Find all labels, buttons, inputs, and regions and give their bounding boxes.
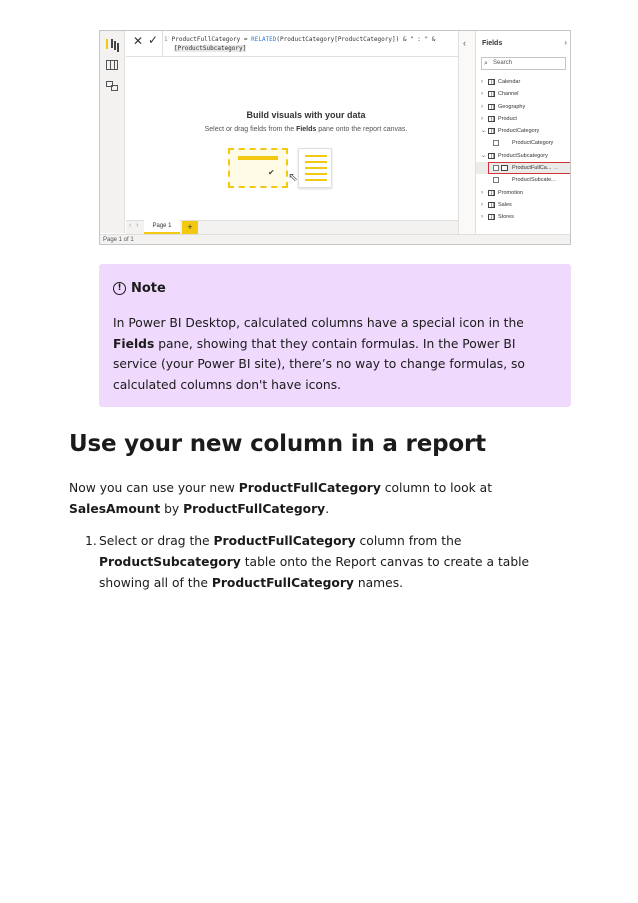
chevron-right-icon: › <box>481 214 483 221</box>
column-item-productsubcategory[interactable]: ProductSubcate... <box>476 174 571 186</box>
table-item-product[interactable]: › Product <box>476 113 571 125</box>
field-checkbox <box>493 177 499 183</box>
chevron-right-icon: › <box>481 103 483 110</box>
table-icon <box>488 104 495 110</box>
table-icon <box>488 153 495 159</box>
intro-paragraph: Now you can use your new ProductFullCategory column to look at SalesAmount by ProductFullCategory. <box>69 481 493 516</box>
chevron-left-icon[interactable]: ‹ <box>463 38 466 48</box>
fields-search-input[interactable]: ⌕ Search <box>481 57 566 70</box>
powerbi-screenshot <box>99 30 571 245</box>
search-icon: ⌕ <box>484 60 488 67</box>
add-page-button[interactable]: + <box>182 221 198 234</box>
next-page-icon[interactable]: › <box>136 222 139 229</box>
section-heading: Use your new column in a report <box>69 431 486 457</box>
formula-function: RELATED <box>251 36 277 43</box>
field-checkbox <box>493 140 499 146</box>
page-tabs-bar <box>126 220 458 234</box>
formula-text-line2: [ProductSubcategory] <box>174 45 247 52</box>
more-options-icon: ... <box>554 165 559 172</box>
table-item-promotion[interactable]: › Promotion <box>476 187 571 199</box>
table-item-sales[interactable]: › Sales <box>476 199 571 211</box>
formula-editor[interactable] <box>164 35 444 53</box>
table-item-stores[interactable]: › Stores <box>476 211 571 223</box>
chevron-right-icon: › <box>481 189 483 196</box>
fields-pane <box>475 31 571 234</box>
column-item-productfullcategory[interactable]: ProductFullCa... ... <box>476 162 571 174</box>
table-icon <box>488 116 495 122</box>
chevron-down-icon: ⌄ <box>481 152 487 159</box>
field-list-illustration <box>298 148 332 188</box>
step-text: Select or drag the ProductFullCategory column from the ProductSubcategory table onto the Report canvas to create a table showing all of the ProductFullCategory names. <box>99 534 530 590</box>
formula-text-prefix: ProductFullCategory = <box>171 36 252 43</box>
table-icon <box>488 128 495 134</box>
data-view-icon[interactable] <box>106 60 118 70</box>
chevron-down-icon: ⌄ <box>481 128 487 135</box>
note-title: Note <box>131 281 166 296</box>
table-item-productsubcategory[interactable]: ⌄ ProductSubcategory <box>476 150 571 162</box>
canvas-subtitle: Select or drag fields from the Fields pane onto the report canvas. <box>204 126 408 133</box>
page-tab[interactable]: Page 1 <box>144 220 180 234</box>
table-item-calendar[interactable]: › Calendar <box>476 76 571 88</box>
table-icon <box>488 91 495 97</box>
formula-divider <box>162 31 163 57</box>
canvas-title: Build visuals with your data <box>246 110 366 120</box>
table-icon <box>488 214 495 220</box>
note-callout <box>99 264 571 407</box>
formula-text-rest: (ProductCategory[ProductCategory]) & " : " & <box>276 36 436 43</box>
view-switcher <box>100 31 125 233</box>
commit-formula-icon[interactable]: ✓ <box>148 33 159 47</box>
info-icon: ! <box>113 282 126 295</box>
calculated-column-icon <box>501 165 508 171</box>
cancel-formula-icon[interactable]: ✕ <box>133 34 144 48</box>
note-body: In Power BI Desktop, calculated columns have a special icon in the Fields pane, showing that they contain formulas. In the Power BI service (your Power BI site), there’s no way to change formulas, so calculated columns don't have icons. <box>113 316 525 392</box>
table-item-geography[interactable]: › Geography <box>476 101 571 113</box>
chevron-right-icon: › <box>481 115 483 122</box>
model-view-icon[interactable] <box>106 81 118 91</box>
visual-placeholder-illustration: ✔ <box>228 148 288 188</box>
line-number: 1 <box>164 36 168 43</box>
chevron-right-icon: › <box>481 91 483 98</box>
table-icon <box>488 190 495 196</box>
fields-list <box>476 76 571 224</box>
prev-page-icon[interactable]: ‹ <box>129 222 132 229</box>
pane-collapse-strip <box>458 31 475 234</box>
field-checkbox <box>493 165 499 171</box>
report-view-icon[interactable] <box>106 39 118 49</box>
chevron-right-icon: › <box>481 201 483 208</box>
status-bar: Page 1 of 1 <box>100 234 571 245</box>
chevron-right-icon[interactable]: › <box>564 38 567 47</box>
table-item-productcategory[interactable]: ⌄ ProductCategory <box>476 125 571 137</box>
note-heading <box>113 281 166 296</box>
table-item-channel[interactable]: › Channel <box>476 88 571 100</box>
table-icon <box>488 79 495 85</box>
fields-pane-title: Fields <box>482 40 503 47</box>
column-item-productcategory[interactable]: ProductCategory <box>476 137 571 149</box>
step-number: 1. <box>85 534 97 548</box>
table-icon <box>488 202 495 208</box>
chevron-right-icon: › <box>481 79 483 85</box>
pointer-illustration-icon: ⇖ <box>288 170 299 184</box>
